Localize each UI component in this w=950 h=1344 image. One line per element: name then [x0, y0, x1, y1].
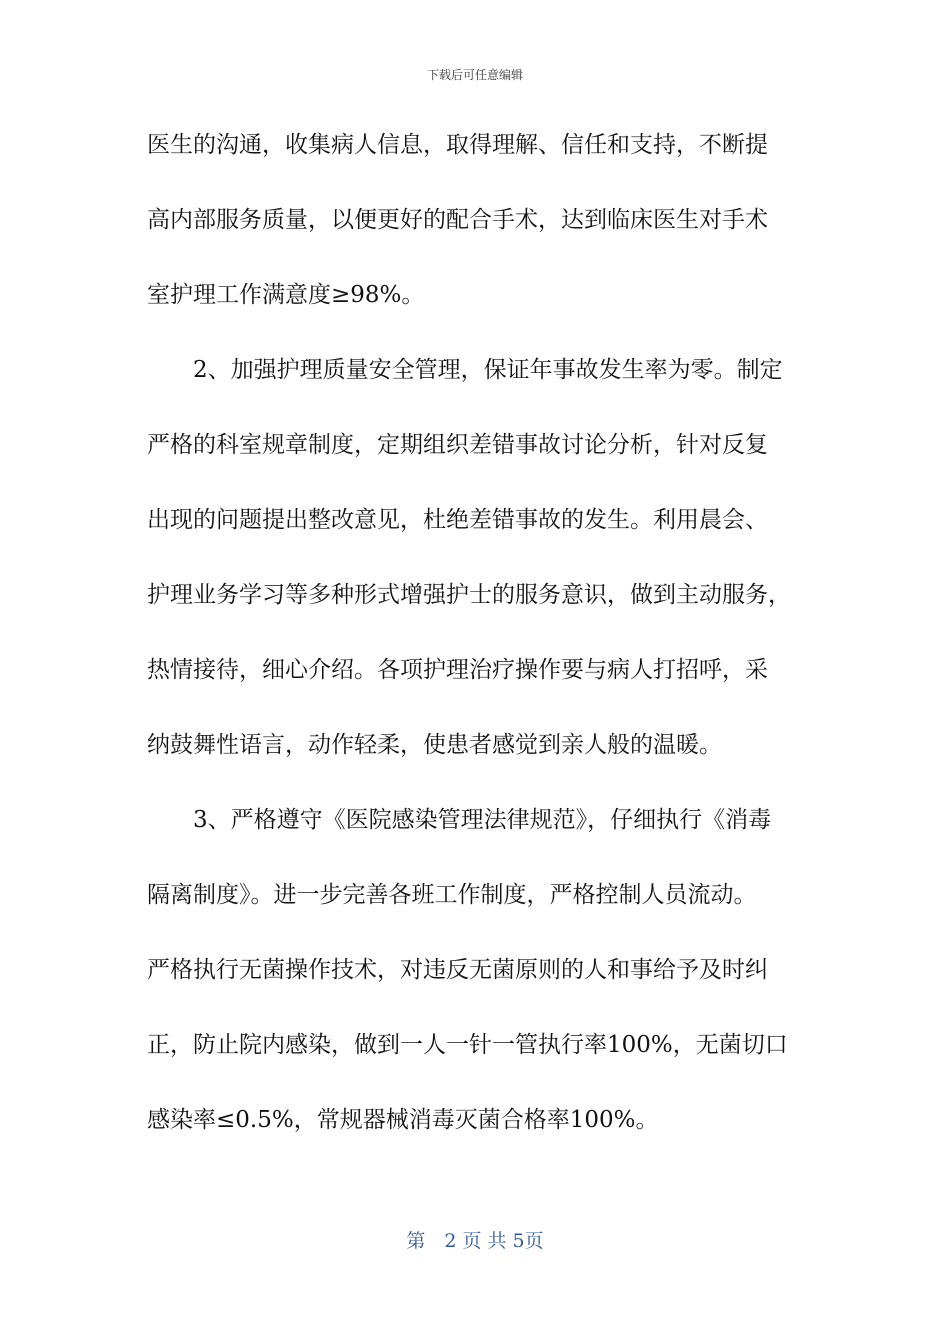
paragraph-2-line-5: 热情接待，细心介绍。各项护理治疗操作要与病人打招呼，采 [147, 657, 768, 683]
paragraph-2-line-6: 纳鼓舞性语言，动作轻柔，使患者感觉到亲人般的温暖。 [147, 732, 722, 758]
paragraph-3-line-4: 正，防止院内感染，做到一人一针一管执行率100%，无菌切口 [147, 1032, 788, 1058]
body-line-1: 医生的沟通，收集病人信息，取得理解、信任和支持，不断提 [147, 132, 768, 158]
paragraph-2-line-3: 出现的问题提出整改意见，杜绝差错事故的发生。利用晨会、 [147, 507, 768, 533]
paragraph-2-line-1: 2、加强护理质量安全管理，保证年事故发生率为零。制定 [193, 357, 783, 383]
paragraph-3-line-3: 严格执行无菌操作技术，对违反无菌原则的人和事给予及时纠 [147, 957, 768, 983]
body-line-3: 室护理工作满意度≥98%。 [147, 282, 425, 308]
body-line-2: 高内部服务质量，以便更好的配合手术，达到临床医生对手术 [147, 207, 768, 233]
paragraph-2-line-4: 护理业务学习等多种形式增强护士的服务意识，做到主动服务， [147, 582, 791, 608]
page-number-footer: 第 2 页 共 5页 [406, 1230, 544, 1252]
header-note: 下载后可任意编辑 [426, 68, 523, 82]
paragraph-2-line-2: 严格的科室规章制度，定期组织差错事故讨论分析，针对反复 [147, 432, 768, 458]
paragraph-3-line-5: 感染率≤0.5%，常规器械消毒灭菌合格率100%。 [147, 1107, 659, 1133]
paragraph-3-line-2: 隔离制度》。进一步完善各班工作制度，严格控制人员流动。 [147, 882, 757, 908]
paragraph-3-line-1: 3、严格遵守《医院感染管理法律规范》，仔细执行《消毒 [193, 807, 772, 833]
